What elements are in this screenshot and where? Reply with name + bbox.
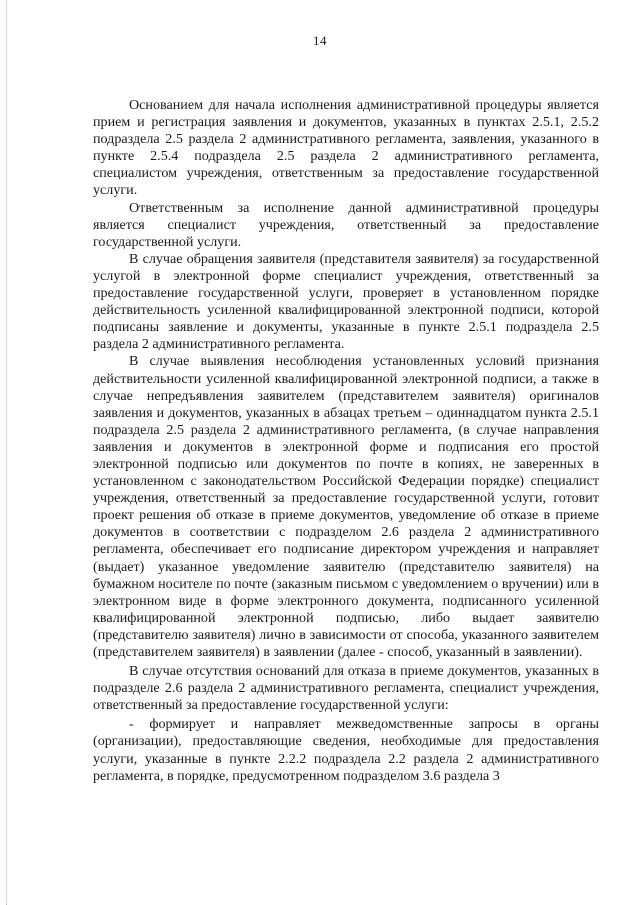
paragraph-interagency-requests: - формирует и направляет межведомственные запросы в органы (организации), предоставляющие сведения, необходимые для предоставления услуги, указанные в пункте 2.2.2 подраздела 2.2 раздела 2 административного регламента, в порядке, предусмотренном подразделом 3.6 раздела 3 bbox=[93, 716, 599, 784]
paragraph-responsible: Ответственным за исполнение данной административной процедуры является специалист учреждения, ответственный за предоставление государственной услуги. bbox=[93, 199, 599, 250]
page-number: 14 bbox=[313, 33, 327, 48]
paragraph-basis: Основанием для начала исполнения административной процедуры является прием и регистрация заявления и документов, указанных в пунктах 2.5.1, 2.5.2 подраздела 2.5 раздела 2 административного регламента, заявления, указанного в пункте 2.5.4 подраздела 2.5 раздела 2 административного регламента, специалистом учреждения, ответственным за предоставление государственной услуги. bbox=[93, 97, 599, 199]
scan-edge-line bbox=[6, 0, 8, 905]
paragraph-refusal: В случае выявления несоблюдения установленных условий признания действительности усиленной квалифицированной электронной подписи, а также в случае непредъявления заявителем (представителем заявителя) оригиналов заявления и документов, указанных в абзацах третьем – одиннадцатом пункта 2.5.1 подраздела 2.5 раздела 2 административного регламента, (в случае направления заявления и документов в электронной форме и подписания его простой электронной подписью или документов по почте в копиях, не заверенных в установленном с законодательством Российской Федерации порядке) специалист учреждения, ответственный за предоставление государственной услуги, готовит проект решения об отказе в приеме документов, уведомление об отказе в приеме документов в соответствии с подразделом 2.6 раздела 2 административного регламента, обеспечивает его подписание директором учреждения и направляет (выдает) указанное уведомление заявителю (представителю заявителя) на бумажном носителе по почте (заказным письмом с уведомлением о вручении) или в электронном виде в форме электронного документа, подписанного усиленной квалифицированной электронной подписью, либо выдает заявителю (представителю заявителя) лично в зависимости от способа, указанного заявителем (представителем заявителя) в заявлении (далее - способ, указанный в заявлении). bbox=[93, 353, 599, 660]
paragraph-no-refusal: В случае отсутствия оснований для отказа в приеме документов, указанных в подразделе 2.6 раздела 2 административного регламента, специалист учреждения, ответственный за предоставление государственной услуги: bbox=[93, 663, 599, 714]
paragraph-electronic-request: В случае обращения заявителя (представителя заявителя) за государственной услугой в электронной форме специалист учреждения, ответственный за предоставление государственной услуги, проверяет в установленном порядке действительность усиленной квалифицированной электронной подписи, которой подписаны заявление и документы, указанные в пункте 2.5.1 подраздела 2.5 раздела 2 административного регламента. bbox=[93, 250, 599, 353]
document-body bbox=[93, 97, 599, 785]
